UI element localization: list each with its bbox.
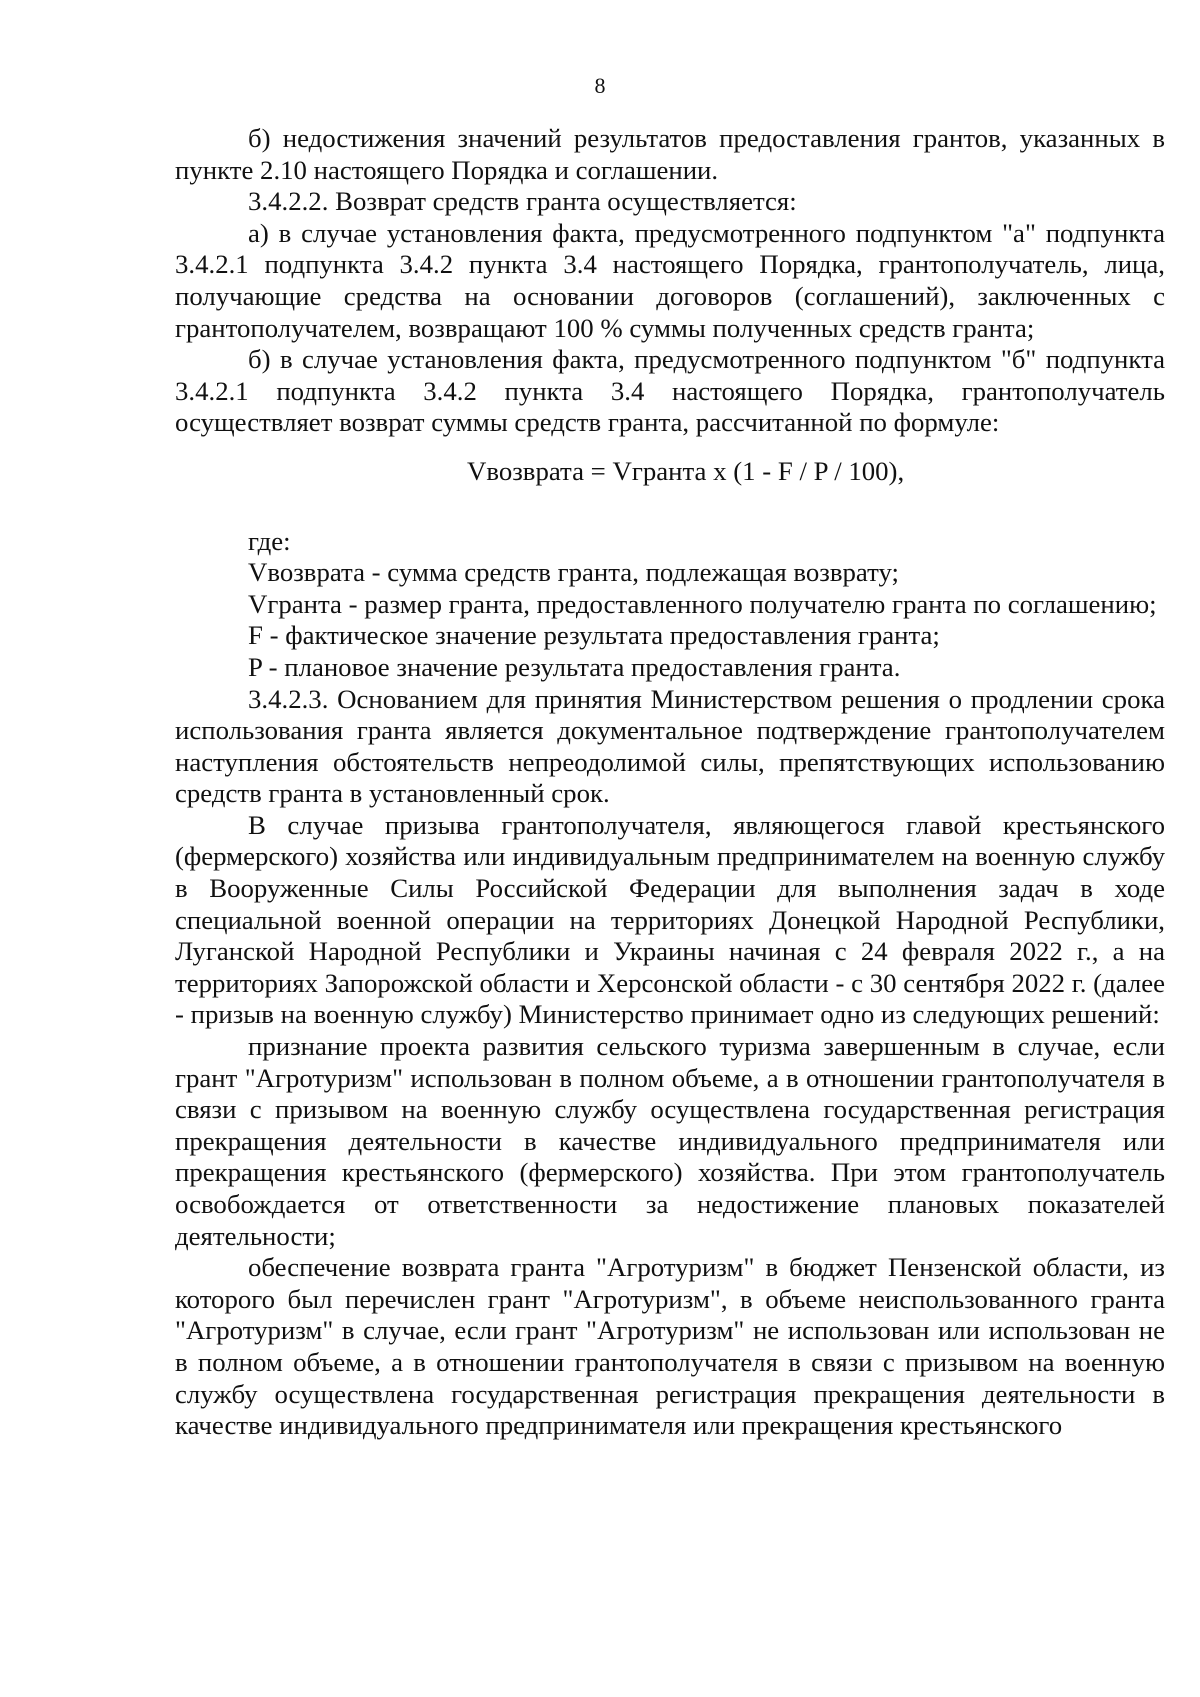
paragraph-3-4-2-2: 3.4.2.2. Возврат средств гранта осуществляется: (248, 186, 797, 217)
paragraph-subitem-b: б) в случае установления факта, предусмотренного подпунктом "б" подпункта 3.4.2.1 подпункта 3.4.2 пункта 3.4 настоящего Порядка, грантополучатель осуществляет возврат суммы средств гранта, рассчитанной по формуле: (175, 344, 1165, 438)
definition-v-return: Vвозврата - сумма средств гранта, подлежащая возврату; (248, 557, 899, 588)
definition-where: где: (248, 525, 291, 556)
definition-v-grant: Vгранта - размер гранта, предоставленного получателю гранта по соглашению; (248, 588, 1157, 619)
definition-f: F - фактическое значение результата предоставления гранта; (248, 620, 940, 651)
definition-p: P - плановое значение результата предоставления гранта. (248, 651, 901, 682)
formula: Vвозврата = Vгранта x (1 - F / P / 100), (467, 455, 905, 486)
paragraph-military-call: В случае призыва грантополучателя, являющегося главой крестьянского (фермерского) хозяйства или индивидуальным предпринимателем на военную службу в Вооруженные Силы Российской Федерации для выполнения задач в ходе специальной военной операции на территориях Донецкой Народной Республики, Луганской Народной Республики и Украины начиная с 24 февраля 2022 г., а на территориях Запорожской области и Херсонской области - с 30 сентября 2022 г. (далее - призыв на военную службу) Министерство принимает одно из следующих решений: (175, 809, 1165, 1030)
paragraph-non-achievement: б) недостижения значений результатов предоставления грантов, указанных в пункте 2.10 настоящего Порядка и соглашении. (175, 123, 1165, 185)
document-body (175, 123, 1165, 1442)
page-number: 8 (594, 73, 606, 98)
paragraph-3-4-2-3: 3.4.2.3. Основанием для принятия Министерством решения о продлении срока использования гранта является документальное подтверждение грантополучателем наступления обстоятельств непреодолимой силы, препятствующих использованию средств гранта в установленный срок. (175, 683, 1165, 809)
paragraph-subitem-a: а) в случае установления факта, предусмотренного подпунктом "а" подпункта 3.4.2.1 подпункта 3.4.2 пункта 3.4 настоящего Порядка, грантополучатель, лица, получающие средства на основании договоров (соглашений), заключенных с грантополучателем, возвращают 100 % суммы полученных средств гранта; (175, 217, 1165, 343)
paragraph-decision-complete: признание проекта развития сельского туризма завершенным в случае, если грант "Агротуризм" использован в полном объеме, а в отношении грантополучателя в связи с призывом на военную службу осуществлена государственная регистрация прекращения деятельности в качестве индивидуального предпринимателя или прекращения крестьянского (фермерского) хозяйства. При этом грантополучатель освобождается от ответственности за недостижение плановых показателей деятельности; (175, 1031, 1165, 1251)
paragraph-decision-return: обеспечение возврата гранта "Агротуризм" в бюджет Пензенской области, из которого был перечислен грант "Агротуризм", в объеме неиспользованного гранта "Агротуризм" в случае, если грант "Агротуризм" не использован или использован не в полном объеме, а в отношении грантополучателя в связи с призывом на военную службу осуществлена государственная регистрация прекращения деятельности в качестве индивидуального предпринимателя или прекращения крестьянского (175, 1252, 1165, 1441)
